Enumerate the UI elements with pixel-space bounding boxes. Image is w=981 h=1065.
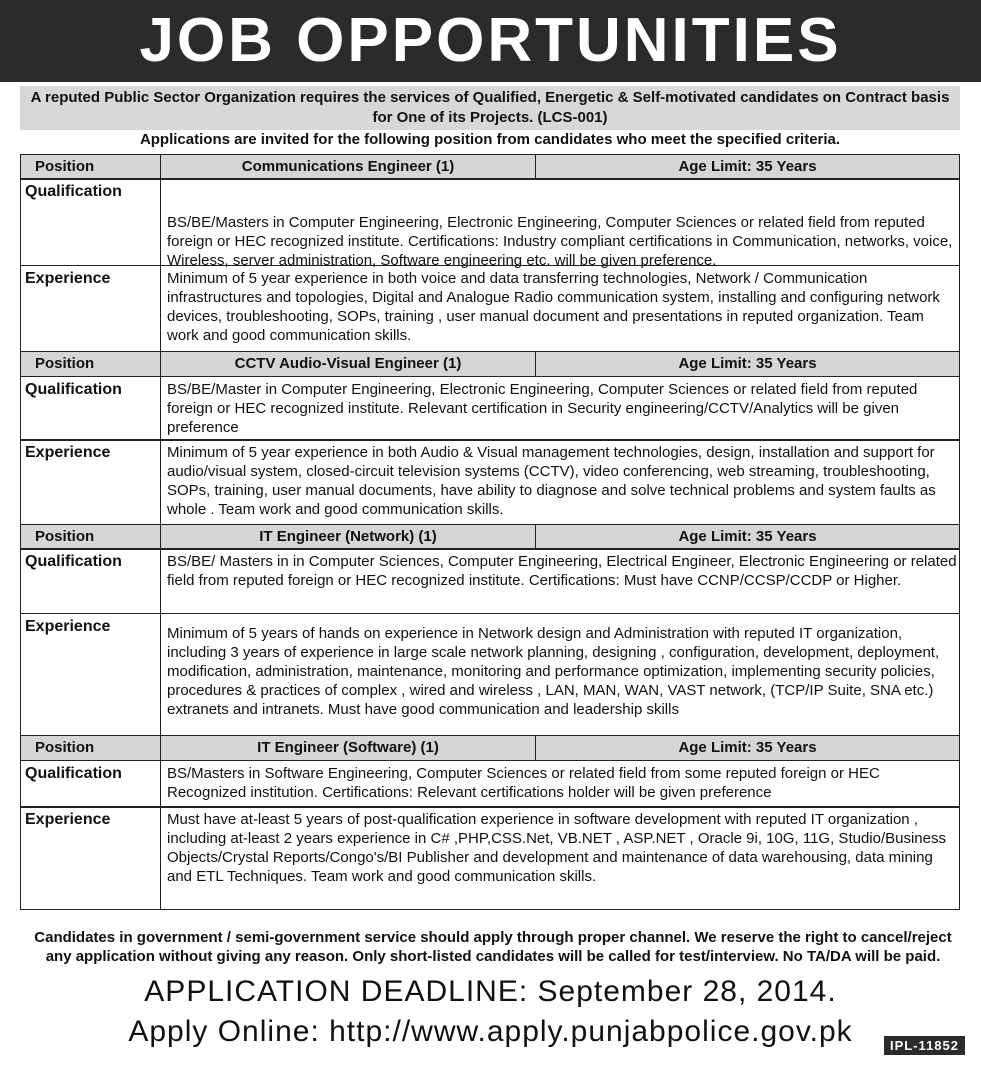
qualification-text: BS/Masters in Software Engineering, Computer Sciences or related field from some reputed foreign or HEC Recognized institution. Certifications: Relevant certifications holder will be given preference: [167, 764, 880, 801]
position-label: Position: [21, 155, 161, 179]
position-row: [20, 524, 960, 550]
qualification-label: Qualification: [21, 549, 161, 613]
experience-row: [20, 806, 960, 910]
position-title: Communications Engineer (1): [161, 155, 536, 179]
apply-online: Apply Online: http://www.apply.punjabpolice.gov.pk: [128, 1015, 853, 1048]
page-title: JOB OPPORTUNITIES: [0, 0, 981, 82]
position-title: CCTV Audio-Visual Engineer (1): [161, 352, 536, 376]
position-label: Position: [21, 525, 161, 549]
intro-text: A reputed Public Sector Organization requires the services of Qualified, Energetic & Self-motivated candidates on Contract basis for One of its Projects. (LCS-001): [20, 86, 960, 130]
qualification-row: [20, 376, 960, 441]
experience-label: Experience: [21, 266, 161, 352]
qualification-label: Qualification: [21, 761, 161, 807]
qualification-text: BS/BE/ Masters in in Computer Sciences, Computer Engineering, Electrical Engineer, Electronic Engineering or related field from reputed foreign or HEC recognized institute. Certifications: Must have CCNP/CCSP/CCDP or Higher.: [167, 553, 957, 589]
qualification-label: Qualification: [21, 179, 161, 265]
qualification-label: Qualification: [21, 377, 161, 440]
position-row: [20, 154, 960, 180]
qualification-row: [20, 548, 960, 614]
qualification-row: [20, 178, 960, 269]
positions-table: [20, 155, 960, 910]
qualification-text: BS/BE/Masters in Computer Engineering, Electronic Engineering, Computer Sciences or related field from reputed foreign or HEC recognized institute. Certifications: Industry compliant certifications in Communication, networks, voice, Wireless, server administration, Software engineering etc. will be given preference.: [167, 214, 953, 269]
age-limit: Age Limit: 35 Years: [678, 355, 817, 372]
experience-text: Minimum of 5 year experience in both voice and data transferring technologies, Network / Communication infrastructures and topologies, Digital and Analogue Radio communication system, installing and configuring network devices, troubleshooting, SOPs, training , user manual document and presentations in reputed organization. Team work and good communication skills.: [167, 269, 940, 344]
age-limit: Age Limit: 35 Years: [678, 527, 817, 545]
qualification-text: BS/BE/Master in Computer Engineering, Electronic Engineering, Computer Sciences or related field from reputed foreign or HEC recognized institute. Relevant certification in Security engineering/CCTV/Analytics will be given preference: [167, 380, 918, 436]
experience-text: Minimum of 5 years of hands on experience in Network design and Administration with reputed IT organization, including 3 years of experience in large scale network planning, designing , configuration, development, deployment, modification, administration, maintenance, monitoring and performance optimization, implementing security policies, procedures & practices of complex , wired and wireless , LAN, MAN, WAN, VAST network, (TCP/IP Suite, SNA etc.) extranets and intranets. Must have good communication and leadership skills: [167, 624, 940, 718]
footer-note: Candidates in government / semi-government service should apply through proper channel. We reserve the right to cancel/reject any application without giving any reason. Only short-listed candidates will be called for test/interview. No TA/DA will be paid.: [34, 929, 952, 965]
position-label: Position: [21, 352, 161, 376]
experience-text: Minimum of 5 year experience in both Audio & Visual management technologies, design, installation and support for audio/visual system, closed-circuit television systems (CCTV), video conferencing, web streaming, troubleshooting, SOPs, training, user manual documents, have ability to diagnose and solve technical problems and system faults as whole . Team work and good communication skills.: [167, 444, 936, 518]
position-label: Position: [21, 736, 161, 760]
experience-row: [20, 439, 960, 525]
invite-text: Applications are invited for the following position from candidates who meet the specified criteria.: [139, 131, 841, 148]
position-title: IT Engineer (Software) (1): [161, 736, 536, 760]
experience-label: Experience: [21, 807, 161, 909]
age-limit: Age Limit: 35 Years: [678, 739, 817, 756]
experience-text: Must have at-least 5 years of post-qualification experience in software development with reputed IT organization , including at-least 2 years experience in C# ,PHP,CSS.Net, VB.NET , ASP.NET , Oracle 9i, 10G, 11G, Studio/Business Objects/Crystal Reports/Congo's/BI Publisher and development and maintenance of data warehousing, data mining and ETL Techniques. Team work and good communication skills.: [167, 811, 946, 885]
position-title: IT Engineer (Network) (1): [161, 525, 536, 549]
qualification-row: [20, 760, 960, 808]
experience-label: Experience: [21, 614, 161, 736]
experience-row: [20, 265, 960, 353]
application-deadline: APPLICATION DEADLINE: September 28, 2014.: [144, 975, 837, 1008]
position-row: [20, 351, 960, 377]
position-row: [20, 735, 960, 761]
reference-code: IPL-11852: [884, 1036, 965, 1055]
experience-label: Experience: [21, 440, 161, 524]
experience-row: [20, 613, 960, 737]
age-limit: Age Limit: 35 Years: [678, 157, 817, 175]
